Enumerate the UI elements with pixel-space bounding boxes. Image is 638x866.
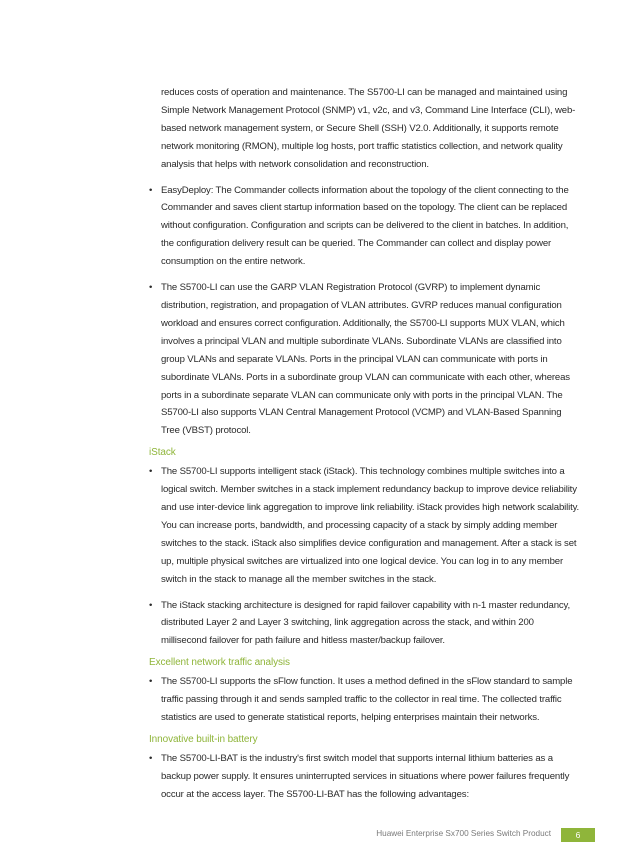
page-number: 6 xyxy=(561,828,595,842)
battery-text: The S5700-LI-BAT is the industry's first switch model that supports internal lithium batteries as a backup power supply. It ensures uninterrupted services in situations where power failures frequently occur at the access layer. The S5700-LI-BAT has the following advantages: xyxy=(161,753,570,800)
gvrp-text: The S5700-LI can use the GARP VLAN Registration Protocol (GVRP) to implement dynamic distribution, registration, and propagation of VLAN attributes. GVRP reduces manual configuration workload and ensures correct configuration. Additionally, the S5700-LI supports MUX VLAN, which involves a principal VLAN and multiple subordinate VLANs. Subordinate VLANs are classified into group VLANs and separate VLANs. Ports in the principal VLAN can communicate with ports in subordinate VLANs. Ports in a subordinate group VLAN can communicate with each other, whereas ports in a subordinate separate VLAN can communicate only with ports in the principal VLAN. The S5700-LI also supports VLAN Central Management Protocol (VCMP) and VLAN-Based Spanning Tree (VBST) protocol. xyxy=(161,282,570,437)
bullet-marker: • xyxy=(149,599,153,611)
battery-bullet xyxy=(149,750,581,804)
traffic-analysis-heading: Excellent network traffic analysis xyxy=(149,657,290,669)
bullet-marker: • xyxy=(149,184,153,196)
istack-text-2: The iStack stacking architecture is designed for rapid failover capability with n-1 master redundancy, distributed Layer 2 and Layer 3 switching, link aggregation across the stack, and within 200 millisecond failover for path failure and hitless master/backup failover. xyxy=(161,599,570,647)
traffic-analysis-text: The S5700-LI supports the sFlow function. It uses a method defined in the sFlow standard to sample traffic passing through it and sends sampled traffic to the collector in real time. The collected traffic statistics are used to generate statistical reports, helping enterprises maintain their networks. xyxy=(161,676,573,724)
easydeploy-bullet xyxy=(149,182,581,272)
istack-bullet-2 xyxy=(149,597,581,651)
footer-title: Huawei Enterprise Sx700 Series Switch Product xyxy=(376,829,551,838)
gvrp-bullet xyxy=(149,279,581,440)
bullet-marker: • xyxy=(149,282,153,294)
battery-heading: Innovative built-in battery xyxy=(149,734,258,745)
istack-heading: iStack xyxy=(149,447,176,459)
bullet-marker: • xyxy=(149,753,153,764)
bullet-marker: • xyxy=(149,466,153,478)
bullet-marker: • xyxy=(149,676,153,688)
istack-text-1: The S5700-LI supports intelligent stack (iStack). This technology combines multiple switches into a logical switch. Member switches in a stack implement redundancy backup to improve device reliability and use inter-device link aggregation to improve link reliability. iStack provides high network scalability. You can increase ports, bandwidth, and processing capacity of a stack by simply adding member switches to the stack. iStack also simplifies device configuration and management. After a stack is set up, multiple physical switches are virtualized into one logical device. You can log in to any member switch in the stack to manage all the member switches in the stack. xyxy=(161,466,580,585)
document-body xyxy=(149,84,581,804)
easydeploy-text: EasyDeploy: The Commander collects information about the topology of the client connecting to the Commander and saves client startup information based on the topology. The client can be replaced without configuration. Configuration and scripts can be delivered to the client in batches. In addition, the configuration delivery result can be queried. The Commander can collect and display power consumption on the entire network. xyxy=(161,184,569,268)
istack-bullet-1 xyxy=(149,463,581,588)
intro-continuation-paragraph: reduces costs of operation and maintenance. The S5700-LI can be managed and maintained using Simple Network Management Protocol (SNMP) v1, v2c, and v3, Command Line Interface (CLI), web-based network management system, or Secure Shell (SSH) V2.0. Additionally, it supports remote network monitoring (RMON), multiple log hosts, port traffic statistics collection, and network quality analysis that helps with network consolidation and reconstruction. xyxy=(161,87,576,170)
traffic-analysis-bullet xyxy=(149,673,581,727)
